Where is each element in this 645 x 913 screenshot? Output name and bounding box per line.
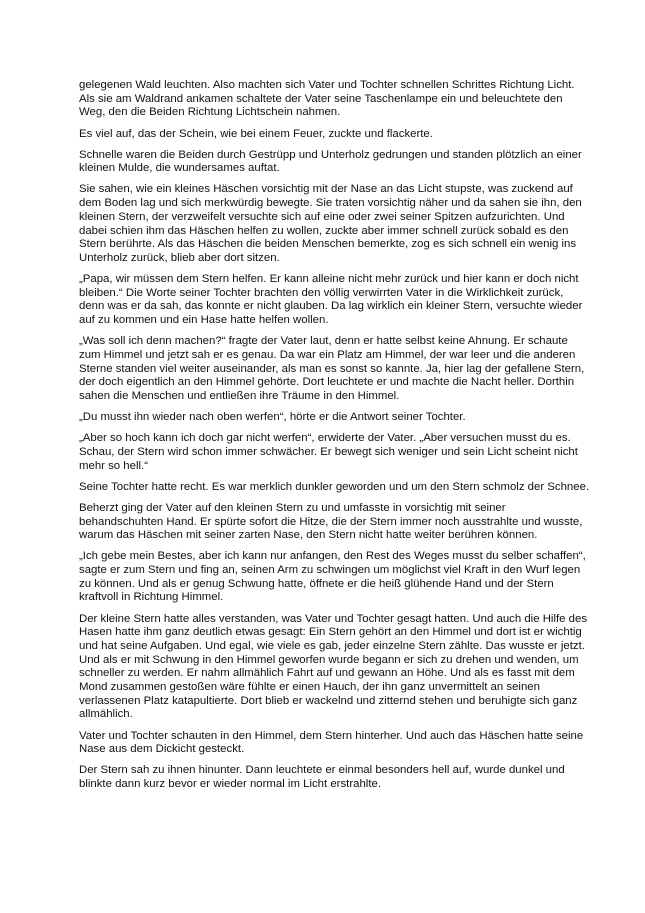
document-page — [79, 79, 591, 799]
paragraph: Der Stern sah zu ihnen hinunter. Dann leuchtete er einmal besonders hell auf, wurde dunkel und blinkte dann kurz bevor er wieder normal im Licht erstrahlte. — [79, 764, 565, 791]
paragraph: „Aber so hoch kann ich doch gar nicht werfen“, erwiderte der Vater. „Aber versuchen musst du es. Schau, der Stern wird schon immer schwächer. Er bewegt sich weniger und sein Licht scheint nicht mehr so hell.“ — [79, 432, 578, 472]
paragraph: Es viel auf, das der Schein, wie bei einem Feuer, zuckte und flackerte. — [79, 127, 433, 140]
paragraph: Schnelle waren die Beiden durch Gestrüpp und Unterholz gedrungen und standen plötzlich an einer kleinen Mulde, die wundersames auftat. — [79, 148, 582, 175]
paragraph: „Was soll ich denn machen?“ fragte der Vater laut, denn er hatte selbst keine Ahnung. Er schaute zum Himmel und jetzt sah er es genau. Da war ein Platz am Himmel, der war leer und die anderen Sterne standen viel weiter auseinander, als man es sonst so kannte. Ja, hier lag der gefallene Stern, der doch eigentlich an den Himmel gehörte. Dort leuchtete er und machte die Nacht heller. Dorthin sahen die Menschen und entließen ihre Träume in den Himmel. — [79, 335, 585, 403]
paragraph: Der kleine Stern hatte alles verstanden, was Vater und Tochter gesagt hatten. Und auch die Hilfe des Hasen hatte ihm ganz deutlich etwas gesagt: Ein Stern gehört an den Himmel und dort ist er wichtig und hat seine Aufgaben. Und egal, wie viele es gab, jeder einzelne Stern zählte. Das wusste er jetzt. Und als er mit Schwung in den Himmel geworfen wurde begann er sich zu drehen und wenden, um schneller zu werden. Er nahm allmählich Fahrt auf und gewann an Höhe. Und als es fasst mit dem Mond zusammen gestoßen wäre fühlte er einen Hauch, der ihn ganz unvermittelt an seinen verlassenen Platz katapultierte. Dort blieb er wackelnd und zitternd stehen und beruhigte sich ganz allmählich. — [79, 612, 588, 721]
paragraph: „Ich gebe mein Bestes, aber ich kann nur anfangen, den Rest des Weges musst du selber schaffen“, sagte er zum Stern und fing an, seinen Arm zu schwingen um möglichst viel Kraft in den Wurf legen zu können. Und als er genug Schwung hatte, öffnete er die heiß glühende Hand und der Stern kraftvoll in Richtung Himmel. — [79, 550, 586, 604]
paragraph: „Du musst ihn wieder nach oben werfen“, hörte er die Antwort seiner Tochter. — [79, 411, 466, 424]
paragraph: Seine Tochter hatte recht. Es war merklich dunkler geworden und um den Stern schmolz der Schnee. — [79, 480, 590, 493]
paragraph: gelegenen Wald leuchten. Also machten sich Vater und Tochter schnellen Schrittes Richtung Licht. Als sie am Waldrand ankamen schaltete der Vater seine Taschenlampe ein und beleuchtete den Weg, den die Beiden Richtung Lichtschein nahmen. — [79, 79, 575, 119]
paragraph: Vater und Tochter schauten in den Himmel, dem Stern hinterher. Und auch das Häschen hatte seine Nase aus dem Dickicht gesteckt. — [79, 729, 584, 756]
paragraph: Sie sahen, wie ein kleines Häschen vorsichtig mit der Nase an das Licht stupste, was zuckend auf dem Boden lag und sich merkwürdig bewegte. Sie traten vorsichtig näher und da sahen sie ihn, den kleinen Stern, der verzweifelt versuchte sich auf eine oder zwei seiner Spitzen aufzurichten. Und dabei schien ihm das Häschen helfen zu wollen, zuckte aber immer schnell zurück sobald es den Stern berührte. Als das Häschen die beiden Menschen bemerkte, zog es sich schnell ein wenig ins Unterholz zurück, blieb aber dort sitzen. — [79, 183, 582, 264]
paragraph: Beherzt ging der Vater auf den kleinen Stern zu und umfasste in vorsichtig mit seiner behandschuhten Hand. Er spürte sofort die Hitze, die der Stern immer noch ausstrahlte und wusste, warum das Häschen mit seiner zarten Nase, den Stern nicht hatte weiter berühren können. — [79, 501, 583, 542]
paragraph: „Papa, wir müssen dem Stern helfen. Er kann alleine nicht mehr zurück und hier kann er doch nicht bleiben.“ Die Worte seiner Tochter brachten den völlig verwirrten Vater in die Wirklichkeit zurück, denn was er da sah, das konnte er nicht glauben. Da lag wirklich ein kleiner Stern, versuchte wieder auf zu kommen und ein Hase hatte helfen wollen. — [79, 273, 583, 327]
